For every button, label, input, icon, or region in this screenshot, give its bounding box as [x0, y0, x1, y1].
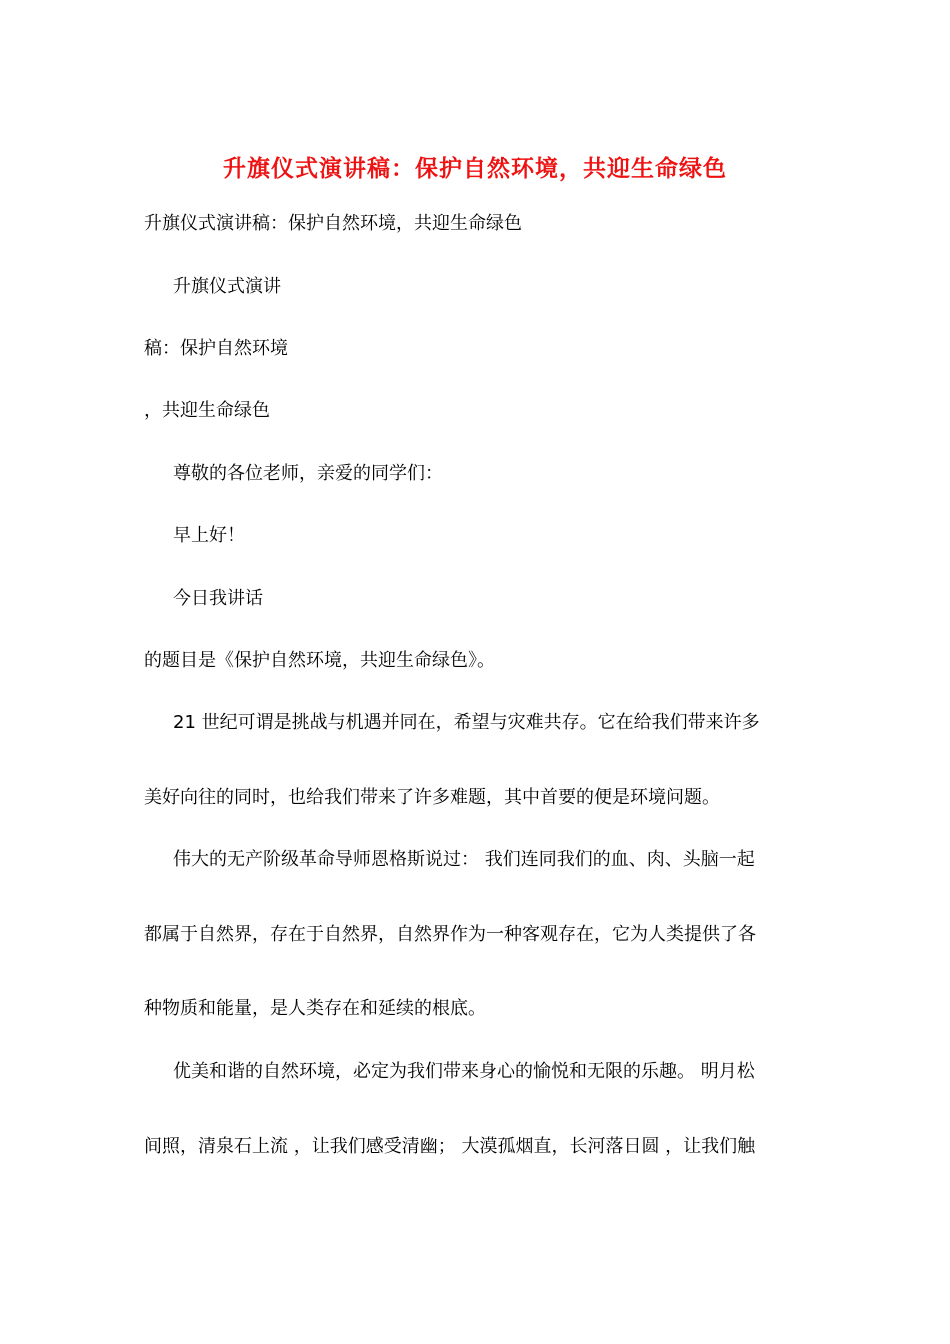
body-line: 稿：保护自然环境 — [144, 338, 288, 359]
body-line: 间照，清泉石上流 ，让我们感受清幽； 大漠孤烟直，长河落日圆 ，让我们触 — [144, 1136, 756, 1157]
body-line: 的题目是《保护自然环境，共迎生命绿色》。 — [144, 650, 495, 671]
body-line: 种物质和能量，是人类存在和延续的根底。 — [144, 998, 486, 1019]
body-line: ，共迎生命绿色 — [144, 400, 270, 421]
body-line: 21 世纪可谓是挑战与机遇并同在，希望与灾难共存。它在给我们带来许多 — [173, 712, 760, 733]
body-line: 今日我讲话 — [173, 588, 263, 609]
body-line: 升旗仪式演讲 — [173, 276, 281, 297]
body-line: 美好向往的同时，也给我们带来了许多难题，其中首要的便是环境问题。 — [144, 787, 720, 808]
document-title: 升旗仪式演讲稿：保护自然环境，共迎生命绿色 — [223, 155, 727, 182]
body-line: 尊敬的各位老师，亲爱的同学们： — [173, 463, 443, 484]
body-line: 早上好！ — [173, 525, 245, 546]
body-line: 优美和谐的自然环境，必定为我们带来身心的愉悦和无限的乐趣。 明月松 — [173, 1061, 755, 1082]
body-line: 伟大的无产阶级革命导师恩格斯说过： 我们连同我们的血、肉、头脑一起 — [173, 849, 755, 870]
body-line: 都属于自然界，存在于自然界，自然界作为一种客观存在，它为人类提供了各 — [144, 924, 756, 945]
body-line: 升旗仪式演讲稿：保护自然环境，共迎生命绿色 — [144, 213, 522, 234]
